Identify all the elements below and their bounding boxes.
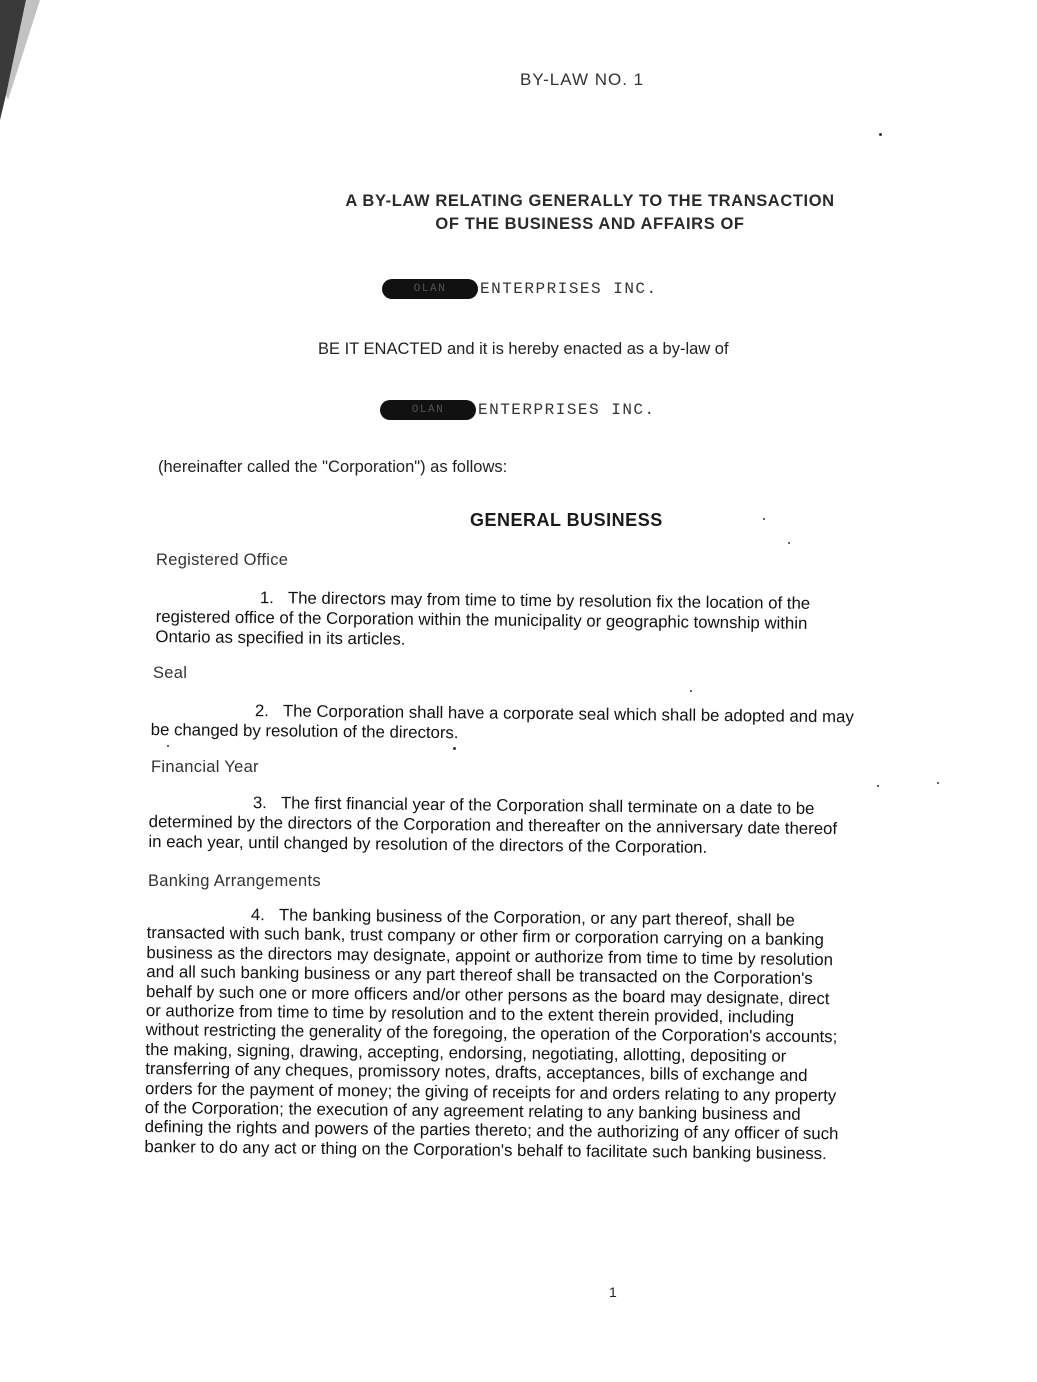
redacted-name-2: OLAN — [380, 400, 476, 420]
scan-speck — [877, 785, 879, 787]
paragraph-4 — [144, 904, 840, 1164]
paragraph-line: Ontario as specified in its articles. — [155, 626, 406, 649]
subheading-registered-office: Registered Office — [156, 551, 289, 569]
bylaw-number: BY-LAW NO. 1 — [520, 70, 645, 89]
paragraph-line: of the Corporation; the execution of any agreement relating to any banking business and — [144, 1098, 801, 1124]
paragraph-number: 4. — [250, 905, 265, 925]
scan-speck — [763, 518, 765, 520]
paragraph-line: transacted with such bank, trust company or other firm or corporation carrying on a banking — [146, 923, 824, 950]
scan-speck — [453, 747, 456, 750]
corp-suffix-2: ENTERPRISES INC. — [478, 401, 656, 419]
subheading-financial-year: Financial Year — [151, 758, 259, 776]
paragraph-line: or authorize from time to time by resolution and to the extent therein provided, including — [145, 1001, 795, 1027]
paragraph-line: behalf by such one or more officers and/or other persons as the board may designate, direct — [145, 981, 830, 1008]
paragraph-line: 1. The directors may from time to time by resolution fix the location of the — [156, 587, 810, 614]
corporation-name-2 — [380, 400, 656, 420]
paragraph-line: 3. The first financial year of the Corporation shall terminate on a date to be — [149, 792, 838, 819]
title-line-1: A BY-LAW RELATING GENERALLY TO THE TRANSACTION — [345, 192, 835, 210]
paragraph-1 — [155, 587, 810, 654]
hereinafter-clause: (hereinafter called the "Corporation") as follows: — [158, 458, 508, 476]
paragraph-line: registered office of the Corporation within the municipality or geographic township within — [155, 606, 808, 633]
scan-speck — [937, 782, 939, 784]
paragraph-3 — [148, 792, 837, 859]
paragraph-line: without restricting the generality of the foregoing, the operation of the Corporation's accounts; — [145, 1020, 838, 1047]
paragraph-number: 3. — [252, 793, 267, 813]
paragraph-line: transferring of any cheques, promissory notes, drafts, acceptances, bills of exchange and — [145, 1059, 808, 1086]
scan-speck — [690, 690, 692, 692]
paragraph-line: determined by the directors of the Corporation and thereafter on the anniversary date thereof — [148, 811, 838, 839]
scan-speck — [879, 133, 882, 136]
paragraph-line: 4. The banking business of the Corporation, or any part thereof, shall be — [147, 904, 841, 931]
paragraph-2 — [151, 700, 854, 747]
scan-speck — [167, 745, 169, 747]
paragraph-line: be changed by resolution of the directors. — [150, 719, 459, 743]
redacted-name-1: OLAN — [382, 279, 478, 299]
enactment-clause: BE IT ENACTED and it is hereby enacted as a by-law of — [318, 340, 729, 358]
corp-suffix-1: ENTERPRISES INC. — [480, 280, 658, 298]
paragraph-line: business as the directors may designate, appoint or authorize from time to time by resolution — [146, 942, 834, 969]
paragraph-number: 2. — [254, 701, 269, 721]
paragraph-number: 1. — [259, 588, 274, 608]
paragraph-line: banker to do any act or thing on the Corporation's behalf to facilitate such banking business. — [144, 1136, 827, 1164]
paragraph-line: 2. The Corporation shall have a corporate seal which shall be adopted and may — [151, 700, 854, 727]
paragraph-line: orders for the payment of money; the giving of receipts for and orders relating to any property — [144, 1078, 837, 1105]
subheading-banking-arrangements: Banking Arrangements — [148, 872, 321, 890]
subheading-seal: Seal — [153, 664, 188, 682]
corporation-name-1 — [382, 279, 658, 299]
paragraph-line: in each year, until changed by resolution of the directors of the Corporation. — [148, 831, 708, 857]
paragraph-line: and all such banking business or any part thereof shall be transacted on the Corporation's — [146, 962, 813, 989]
paragraph-line: defining the rights and powers of the parties thereto; and the authorizing of any officer of such — [144, 1117, 839, 1144]
scan-speck — [788, 542, 790, 544]
page-number: 1 — [609, 1284, 617, 1300]
section-title: GENERAL BUSINESS — [470, 510, 663, 530]
title-line-2: OF THE BUSINESS AND AFFAIRS OF — [435, 215, 745, 233]
bylaw-title — [300, 190, 880, 236]
paragraph-line: the making, signing, drawing, accepting, endorsing, negotiating, allotting, depositing or — [145, 1039, 787, 1066]
